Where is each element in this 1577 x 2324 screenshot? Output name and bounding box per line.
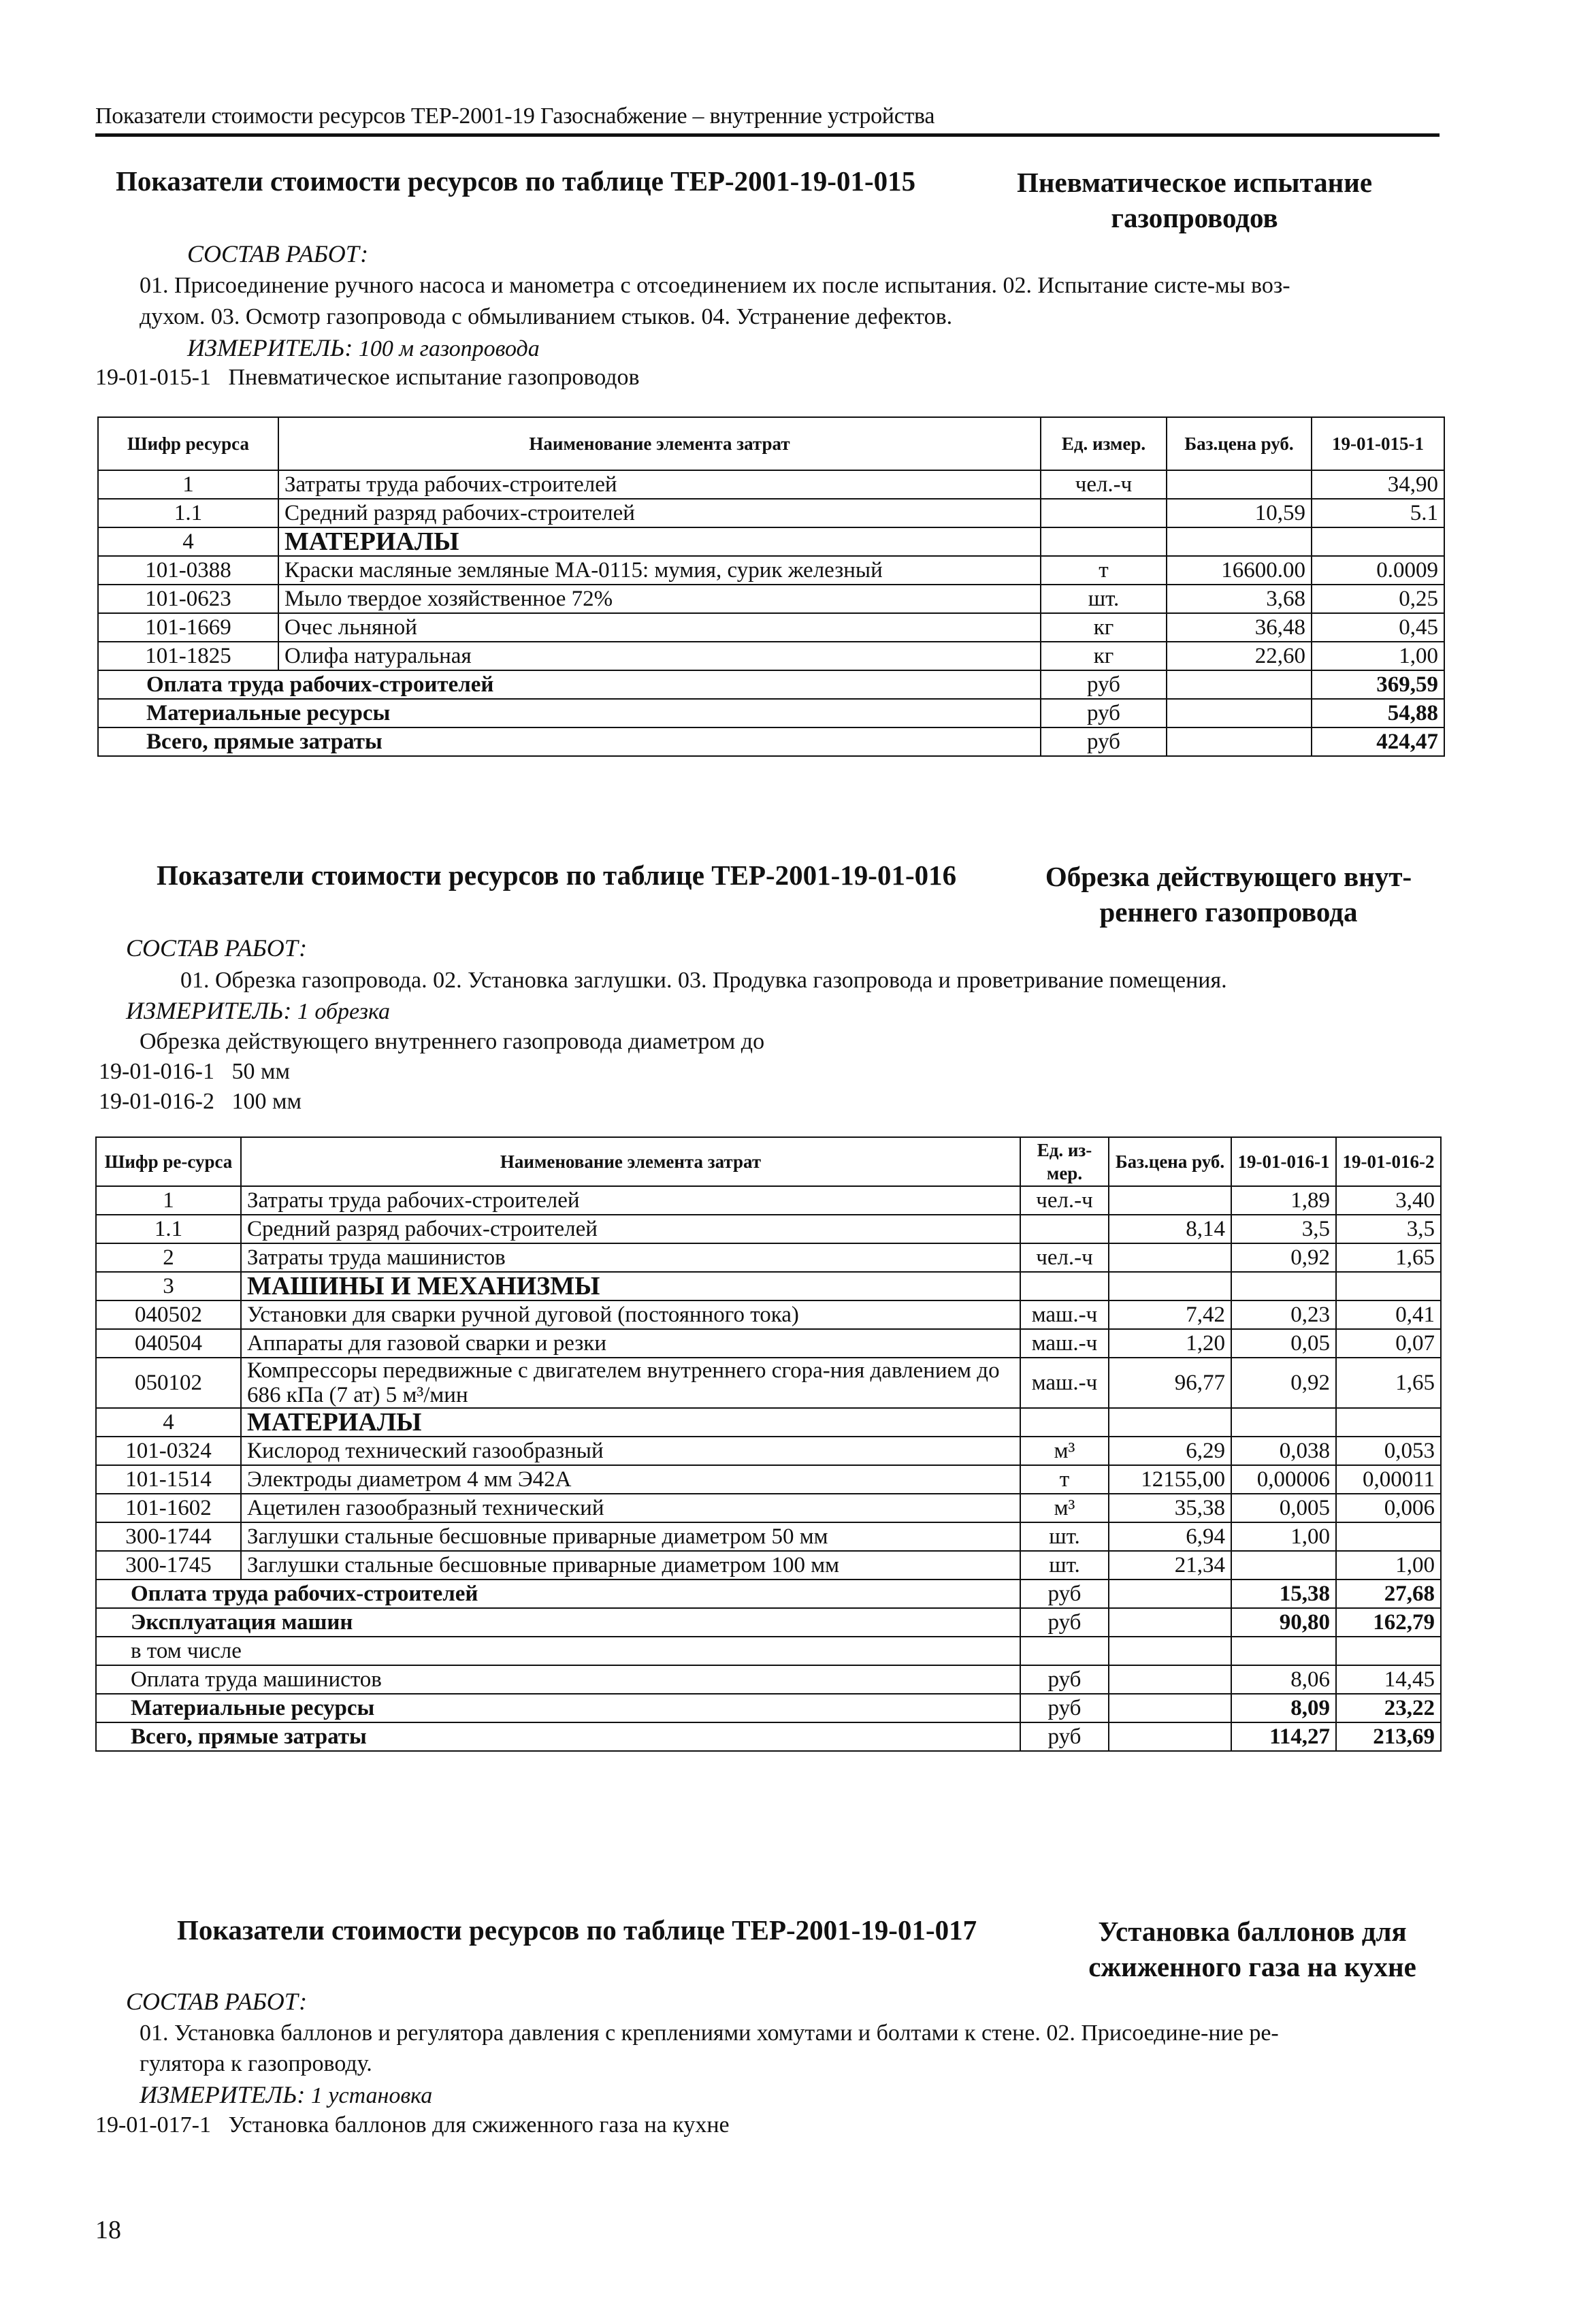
total-value-2: 14,45 [1336, 1665, 1441, 1694]
section-1-sostav-line1: 01. Присоединение ручного насоса и манометра с отсоединением их после испытания. 02. Испытание систе-мы воз- [140, 273, 1290, 298]
cell-norm-1: 1,89 [1231, 1186, 1336, 1215]
section-1-title: Показатели стоимости ресурсов по таблице ТЕР-2001-19-01-015 [116, 165, 916, 197]
col-header-unit: Ед. из-мер. [1020, 1137, 1109, 1186]
table-total-row [96, 1637, 1441, 1665]
cell-code: 101-0388 [98, 556, 278, 585]
section-2-subtitle: Обрезка действующего внутреннего газопровода диаметром до [140, 1029, 765, 1054]
cell-name: Кислород технический газообразный [241, 1437, 1020, 1465]
cell-name: Компрессоры передвижные с двигателем внутреннего сгора-ния давлением до 686 кПа (7 ат) 5 м³/мин [241, 1358, 1020, 1408]
cell-unit: шт. [1020, 1522, 1109, 1551]
table-total-row [98, 727, 1444, 756]
cell-name: Ацетилен газообразный технический [241, 1494, 1020, 1522]
total-price [1109, 1580, 1231, 1608]
cell-unit [1041, 499, 1167, 527]
cell-code: 101-1669 [98, 613, 278, 642]
cell-norm: 0,25 [1312, 585, 1444, 613]
total-value-1: 8,09 [1231, 1694, 1336, 1722]
table-row [98, 613, 1444, 642]
col-header-unit: Ед. измер. [1041, 417, 1167, 470]
table-row [98, 585, 1444, 613]
cell-unit: кг [1041, 642, 1167, 670]
cell-name: Средний разряд рабочих-строителей [241, 1215, 1020, 1243]
table-total-row [96, 1608, 1441, 1637]
cell-norm-1: 0,92 [1231, 1358, 1336, 1408]
cell-price [1167, 527, 1312, 556]
total-value-1: 8,06 [1231, 1665, 1336, 1694]
table-total-row [96, 1665, 1441, 1694]
section-3-item-code: 19-01-017-1 [95, 2112, 211, 2138]
section-3-sostav-line2: гулятора к газопроводу. [140, 2051, 372, 2076]
cell-code: 1.1 [96, 1215, 241, 1243]
col-header-name: Наименование элемента затрат [278, 417, 1041, 470]
cell-price: 8,14 [1109, 1215, 1231, 1243]
cell-code: 040504 [96, 1329, 241, 1358]
cell-norm-1: 0,05 [1231, 1329, 1336, 1358]
cell-unit: т [1041, 556, 1167, 585]
table-row [98, 499, 1444, 527]
cell-norm-1: 0,005 [1231, 1494, 1336, 1522]
cell-price: 36,48 [1167, 613, 1312, 642]
section-2-item-code: 19-01-016-1 [99, 1059, 214, 1084]
table-row [96, 1437, 1441, 1465]
cell-price: 6,94 [1109, 1522, 1231, 1551]
cell-norm-2: 1,65 [1336, 1358, 1441, 1408]
cell-code: 101-0324 [96, 1437, 241, 1465]
cell-unit: чел.-ч [1020, 1186, 1109, 1215]
table-row [96, 1215, 1441, 1243]
cell-norm-1 [1231, 1408, 1336, 1437]
section-2-item-text: 100 мм [231, 1089, 302, 1114]
cell-price [1109, 1408, 1231, 1437]
cell-name: Средний разряд рабочих-строителей [278, 499, 1041, 527]
section-1-sostav-line2: духом. 03. Осмотр газопровода с обмыливанием стыков. 04. Устранение дефектов. [140, 304, 953, 329]
col-header-norm-2: 19-01-016-2 [1336, 1137, 1441, 1186]
cell-norm-1: 0,00006 [1231, 1465, 1336, 1494]
cell-norm-2: 3,5 [1336, 1215, 1441, 1243]
total-value-1: 90,80 [1231, 1608, 1336, 1637]
cell-norm-2: 0,053 [1336, 1437, 1441, 1465]
cell-name: МАТЕРИАЛЫ [278, 527, 1041, 556]
page-header: Показатели стоимости ресурсов ТЕР-2001-19 Газоснабжение – внутренние устройства [95, 103, 935, 129]
cell-price: 10,59 [1167, 499, 1312, 527]
table-row [96, 1494, 1441, 1522]
cell-norm-2: 0,006 [1336, 1494, 1441, 1522]
total-unit: руб [1020, 1580, 1109, 1608]
cell-norm-1: 3,5 [1231, 1215, 1336, 1243]
col-header-code: Шифр ресурса [98, 417, 278, 470]
cell-norm-1: 0,038 [1231, 1437, 1336, 1465]
cell-norm: 0,45 [1312, 613, 1444, 642]
cell-norm-2 [1336, 1522, 1441, 1551]
total-unit: руб [1020, 1665, 1109, 1694]
section-2-right-title-line1: Обрезка действующего внут- [1045, 861, 1412, 892]
col-header-name: Наименование элемента затрат [241, 1137, 1020, 1186]
section-2-right-title-line2: реннего газопровода [1099, 896, 1358, 928]
section-2-izmer-value: 1 обрезка [297, 999, 391, 1024]
table-row [96, 1300, 1441, 1329]
cell-unit [1020, 1408, 1109, 1437]
col-header-code: Шифр ре-сурса [96, 1137, 241, 1186]
cell-unit [1020, 1272, 1109, 1300]
section-1-item-code: 19-01-015-1 [95, 365, 211, 390]
section-3-sostav-line1: 01. Установка баллонов и регулятора давления с креплениями хомутами и болтами к стене. 02. Присоедине-ние ре- [140, 2020, 1279, 2046]
cell-price: 96,77 [1109, 1358, 1231, 1408]
table-row [96, 1551, 1441, 1580]
total-value-2 [1336, 1637, 1441, 1665]
cell-norm-2: 1,00 [1336, 1551, 1441, 1580]
section-3-right-title-line1: Установка баллонов для [1098, 1916, 1407, 1947]
cell-code: 3 [96, 1272, 241, 1300]
cell-code: 300-1744 [96, 1522, 241, 1551]
table-row [98, 556, 1444, 585]
col-header-norm: 19-01-015-1 [1312, 417, 1444, 470]
cell-code: 300-1745 [96, 1551, 241, 1580]
cell-unit: маш.-ч [1020, 1329, 1109, 1358]
cell-code: 101-0623 [98, 585, 278, 613]
cell-code: 2 [96, 1243, 241, 1272]
cell-norm-1: 0,92 [1231, 1243, 1336, 1272]
cell-norm-2 [1336, 1408, 1441, 1437]
total-value-1: 15,38 [1231, 1580, 1336, 1608]
cell-name: Затраты труда рабочих-строителей [278, 470, 1041, 499]
cell-norm [1312, 527, 1444, 556]
section-1-izmer-label: ИЗМЕРИТЕЛЬ: [187, 334, 353, 361]
cell-code: 1.1 [98, 499, 278, 527]
cell-price: 3,68 [1167, 585, 1312, 613]
cell-code: 101-1514 [96, 1465, 241, 1494]
total-price [1109, 1694, 1231, 1722]
table-header-row [96, 1137, 1441, 1186]
table-row [96, 1243, 1441, 1272]
cell-name: Аппараты для газовой сварки и резки [241, 1329, 1020, 1358]
page-number: 18 [95, 2216, 121, 2244]
cell-unit: т [1020, 1465, 1109, 1494]
total-value-2: 27,68 [1336, 1580, 1441, 1608]
section-3-izmer-value: 1 установка [310, 2083, 433, 2108]
total-value-2: 23,22 [1336, 1694, 1441, 1722]
cell-norm-2: 3,40 [1336, 1186, 1441, 1215]
cell-code: 050102 [96, 1358, 241, 1408]
cell-name: Установки для сварки ручной дуговой (постоянного тока) [241, 1300, 1020, 1329]
table-total-row [96, 1694, 1441, 1722]
cell-name: Затраты труда рабочих-строителей [241, 1186, 1020, 1215]
total-unit [1020, 1637, 1109, 1665]
cell-code: 1 [98, 470, 278, 499]
cell-norm: 1,00 [1312, 642, 1444, 670]
cell-norm: 5.1 [1312, 499, 1444, 527]
cell-name: Олифа натуральная [278, 642, 1041, 670]
col-header-norm-1: 19-01-016-1 [1231, 1137, 1336, 1186]
cell-norm-1 [1231, 1551, 1336, 1580]
cell-price: 16600.00 [1167, 556, 1312, 585]
table-total-row [98, 699, 1444, 727]
cell-norm: 34,90 [1312, 470, 1444, 499]
cell-price [1109, 1272, 1231, 1300]
section-1-right-title: Пневматическое испытание газопроводов [1016, 167, 1373, 233]
table-row [96, 1186, 1441, 1215]
total-value-2: 162,79 [1336, 1608, 1441, 1637]
table-row [96, 1358, 1441, 1408]
total-label: Оплата труда рабочих-строителей [96, 1580, 1020, 1608]
cell-code: 4 [98, 527, 278, 556]
total-price [1109, 1722, 1231, 1751]
table-row [96, 1272, 1441, 1300]
cell-name: МАШИНЫ И МЕХАНИЗМЫ [241, 1272, 1020, 1300]
total-label: Оплата труда рабочих-строителей [98, 670, 1041, 699]
total-value: 54,88 [1312, 699, 1444, 727]
cell-price: 21,34 [1109, 1551, 1231, 1580]
section-1-sostav-label: СОСТАВ РАБОТ: [187, 240, 369, 267]
table-row [96, 1465, 1441, 1494]
total-unit: руб [1020, 1722, 1109, 1751]
section-2-title: Показатели стоимости ресурсов по таблице ТЕР-2001-19-01-016 [157, 860, 957, 891]
total-label: Оплата труда машинистов [96, 1665, 1020, 1694]
cell-price [1109, 1186, 1231, 1215]
total-price [1167, 670, 1312, 699]
cell-norm-2: 0,41 [1336, 1300, 1441, 1329]
cell-price: 1,20 [1109, 1329, 1231, 1358]
cell-code: 1 [96, 1186, 241, 1215]
total-value-2: 213,69 [1336, 1722, 1441, 1751]
cell-code: 101-1825 [98, 642, 278, 670]
total-label: в том числе [96, 1637, 1020, 1665]
cell-name: Очес льняной [278, 613, 1041, 642]
cell-name: Заглушки стальные бесшовные приварные диаметром 50 мм [241, 1522, 1020, 1551]
total-unit: руб [1020, 1694, 1109, 1722]
section-3-right-title [1062, 1914, 1443, 1984]
cell-name: Краски масляные земляные МА-0115: мумия, сурик железный [278, 556, 1041, 585]
total-label: Материальные ресурсы [96, 1694, 1020, 1722]
cell-name: Затраты труда машинистов [241, 1243, 1020, 1272]
cell-norm-2: 0,00011 [1336, 1465, 1441, 1494]
table-total-row [96, 1722, 1441, 1751]
total-unit: руб [1041, 670, 1167, 699]
section-1-izmer-value: 100 м газопровода [358, 336, 540, 361]
section-1-item-text: Пневматическое испытание газопроводов [228, 365, 640, 390]
cell-price: 6,29 [1109, 1437, 1231, 1465]
cell-unit: чел.-ч [1020, 1243, 1109, 1272]
cell-price: 7,42 [1109, 1300, 1231, 1329]
total-label: Всего, прямые затраты [96, 1722, 1020, 1751]
cell-price [1167, 470, 1312, 499]
cell-norm-1: 1,00 [1231, 1522, 1336, 1551]
table-header-row [98, 417, 1444, 470]
header-rule [95, 133, 1440, 137]
total-unit: руб [1041, 727, 1167, 756]
total-price [1167, 699, 1312, 727]
cell-unit: шт. [1041, 585, 1167, 613]
cell-unit [1041, 527, 1167, 556]
cell-name: МАТЕРИАЛЫ [241, 1408, 1020, 1437]
table-row [96, 1408, 1441, 1437]
cell-price: 35,38 [1109, 1494, 1231, 1522]
cell-price: 22,60 [1167, 642, 1312, 670]
section-2-item-text: 50 мм [231, 1059, 290, 1084]
section-3-sostav-label: СОСТАВ РАБОТ: [126, 1988, 308, 2015]
section-2-sostav-label: СОСТАВ РАБОТ: [126, 934, 308, 962]
cell-norm: 0.0009 [1312, 556, 1444, 585]
total-label: Материальные ресурсы [98, 699, 1041, 727]
cell-name: Мыло твердое хозяйственное 72% [278, 585, 1041, 613]
cell-unit: м³ [1020, 1494, 1109, 1522]
total-price [1167, 727, 1312, 756]
section-3-item-text: Установка баллонов для сжиженного газа на кухне [228, 2112, 730, 2138]
total-value-1: 114,27 [1231, 1722, 1336, 1751]
total-price [1109, 1665, 1231, 1694]
table-row [98, 642, 1444, 670]
cell-name: Электроды диаметром 4 мм Э42А [241, 1465, 1020, 1494]
total-label: Эксплуатация машин [96, 1608, 1020, 1637]
cell-unit: чел.-ч [1041, 470, 1167, 499]
section-2-izmer-label: ИЗМЕРИТЕЛЬ: [126, 997, 292, 1024]
total-value: 424,47 [1312, 727, 1444, 756]
cell-price: 12155,00 [1109, 1465, 1231, 1494]
cell-norm-2 [1336, 1272, 1441, 1300]
cell-unit: кг [1041, 613, 1167, 642]
cell-unit: шт. [1020, 1551, 1109, 1580]
col-header-price: Баз.цена руб. [1109, 1137, 1231, 1186]
section-1-table [97, 416, 1445, 757]
cell-code: 4 [96, 1408, 241, 1437]
table-row [96, 1522, 1441, 1551]
cell-unit [1020, 1215, 1109, 1243]
cell-code: 040502 [96, 1300, 241, 1329]
cell-unit: маш.-ч [1020, 1358, 1109, 1408]
cell-unit: м³ [1020, 1437, 1109, 1465]
cell-code: 101-1602 [96, 1494, 241, 1522]
section-3-title: Показатели стоимости ресурсов по таблице ТЕР-2001-19-01-017 [177, 1914, 977, 1946]
total-label: Всего, прямые затраты [98, 727, 1041, 756]
table-row [98, 470, 1444, 499]
section-2-item-code: 19-01-016-2 [99, 1089, 214, 1114]
section-3-izmer-label: ИЗМЕРИТЕЛЬ: [140, 2081, 306, 2108]
table-row [96, 1329, 1441, 1358]
cell-price [1109, 1243, 1231, 1272]
section-3-right-title-line2: сжиженного газа на кухне [1088, 1951, 1416, 1982]
total-price [1109, 1608, 1231, 1637]
cell-name: Заглушки стальные бесшовные приварные диаметром 100 мм [241, 1551, 1020, 1580]
cell-norm-1: 0,23 [1231, 1300, 1336, 1329]
table-total-row [98, 670, 1444, 699]
table-row [98, 527, 1444, 556]
section-2-table [95, 1136, 1442, 1752]
cell-unit: маш.-ч [1020, 1300, 1109, 1329]
cell-norm-1 [1231, 1272, 1336, 1300]
section-2-sostav-line1: 01. Обрезка газопровода. 02. Установка заглушки. 03. Продувка газопровода и проветривание помещения. [180, 968, 1227, 993]
col-header-price: Баз.цена руб. [1167, 417, 1312, 470]
total-price [1109, 1637, 1231, 1665]
cell-norm-2: 1,65 [1336, 1243, 1441, 1272]
cell-norm-2: 0,07 [1336, 1329, 1441, 1358]
table-total-row [96, 1580, 1441, 1608]
total-value: 369,59 [1312, 670, 1444, 699]
total-value-1 [1231, 1637, 1336, 1665]
total-unit: руб [1041, 699, 1167, 727]
section-2-right-title [1021, 859, 1436, 930]
total-unit: руб [1020, 1608, 1109, 1637]
